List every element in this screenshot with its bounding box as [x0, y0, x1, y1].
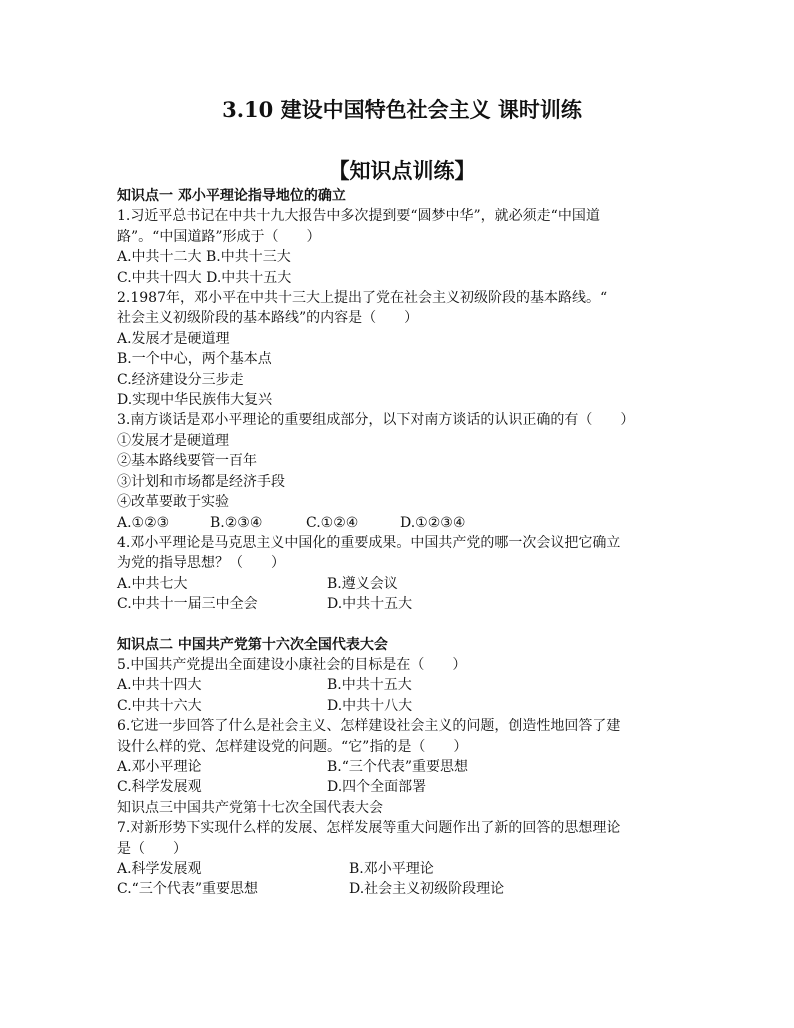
question-1 [117, 206, 687, 288]
question-text: 路”。“中国道路”形成于（ ） [117, 228, 321, 245]
statement-line: ③计划和市场都是经济手段 [117, 473, 285, 490]
question-text: 4.邓小平理论是马克思主义中国化的重要成果。中国共产党的哪一次会议把它确立 [117, 534, 621, 551]
choice-d: D.①②③④ [400, 514, 466, 531]
choice-row [117, 879, 687, 899]
choice-b: B.②③④ [210, 514, 263, 531]
choice-d: D.中共十五大 [327, 596, 413, 613]
choice-b: B.“三个代表”重要思想 [327, 758, 469, 775]
choice-row [117, 859, 687, 879]
question-text: 7.对新形势下实现什么样的发展、怎样发展等重大问题作出了新的回答的思想理论 [117, 820, 621, 837]
choice-a: A.①②③ [117, 514, 170, 531]
choice-row [117, 757, 687, 777]
choice-b: B.邓小平理论 [349, 861, 434, 877]
choice-a: A.邓小平理论 [117, 758, 202, 775]
question-text: 为党的指导思想？（ ） [117, 555, 285, 572]
choice-c: C.中共十六大 [117, 697, 202, 714]
question-5 [117, 655, 687, 716]
option-line: C.经济建设分三步走 [117, 371, 244, 388]
question-text: 设什么样的党、怎样建设党的问题。“它”指的是（ ） [117, 738, 468, 755]
question-text: 是（ ） [117, 840, 187, 857]
choice-b: B.遵义会议 [327, 575, 398, 592]
statement-line: ④改革要敢于实验 [117, 494, 229, 511]
question-text: 6.它进一步回答了什么是社会主义、怎样建设社会主义的问题，创造性地回答了建 [117, 718, 621, 735]
question-3 [117, 410, 687, 532]
statement-line: ①发展才是硬道理 [117, 432, 229, 449]
choice-row [117, 574, 687, 594]
option-line: A.发展才是硬道理 [117, 330, 230, 347]
choice-row [117, 594, 687, 614]
choice-row [117, 513, 687, 533]
choice-row [117, 675, 687, 695]
document-page [117, 92, 687, 900]
choice-d: D.社会主义初级阶段理论 [349, 881, 505, 898]
option-line: C.中共十四大 D.中共十五大 [117, 269, 292, 286]
section-heading-2: 知识点二 中国共产党第十六次全国代表大会 [117, 636, 388, 653]
choice-c: C.“三个代表”重要思想 [117, 881, 258, 898]
question-2 [117, 288, 687, 410]
choice-row [117, 777, 687, 797]
choice-c: C.科学发展观 [117, 779, 202, 796]
question-text: 社会主义初级阶段的基本路线”的内容是（ ） [117, 310, 419, 327]
choice-c: C.①②④ [306, 514, 359, 531]
statement-line: ②基本路线要管一百年 [117, 453, 257, 470]
question-text: 5.中国共产党提出全面建设小康社会的目标是在（ ） [117, 656, 467, 673]
choice-d: D.中共十八大 [327, 697, 413, 714]
option-line: B.一个中心，两个基本点 [117, 351, 272, 368]
question-4 [117, 533, 687, 615]
choice-row [117, 696, 687, 716]
choice-a: A.中共七大 [117, 575, 188, 592]
option-line: D.实现中华民族伟大复兴 [117, 392, 273, 409]
question-text: 1.习近平总书记在中共十九大报告中多次提到要“圆梦中华”，就必须走“中国道 [117, 208, 600, 225]
choice-a: A.中共十四大 [117, 677, 202, 694]
choice-c: C.中共十一届三中全会 [117, 596, 258, 613]
choice-d: D.四个全面部署 [327, 779, 427, 796]
choice-b: B.中共十五大 [327, 677, 412, 694]
question-6 [117, 716, 687, 798]
question-text: 3.南方谈话是邓小平理论的重要组成部分，以下对南方谈话的认识正确的有（ ） [117, 412, 635, 429]
question-7 [117, 818, 687, 900]
option-line: A.中共十二大 B.中共十三大 [117, 249, 291, 266]
section-heading-3: 知识点三中国共产党第十七次全国代表大会 [117, 799, 383, 816]
choice-a: A.科学发展观 [117, 861, 202, 877]
document-title: 3.10 建设中国特色社会主义 课时训练 [222, 97, 582, 122]
section-banner: 【知识点训练】 [328, 158, 476, 183]
section-heading-1: 知识点一 邓小平理论指导地位的确立 [117, 188, 346, 204]
question-text: 2.1987年，邓小平在中共十三大上提出了党在社会主义初级阶段的基本路线。“ [117, 290, 608, 307]
